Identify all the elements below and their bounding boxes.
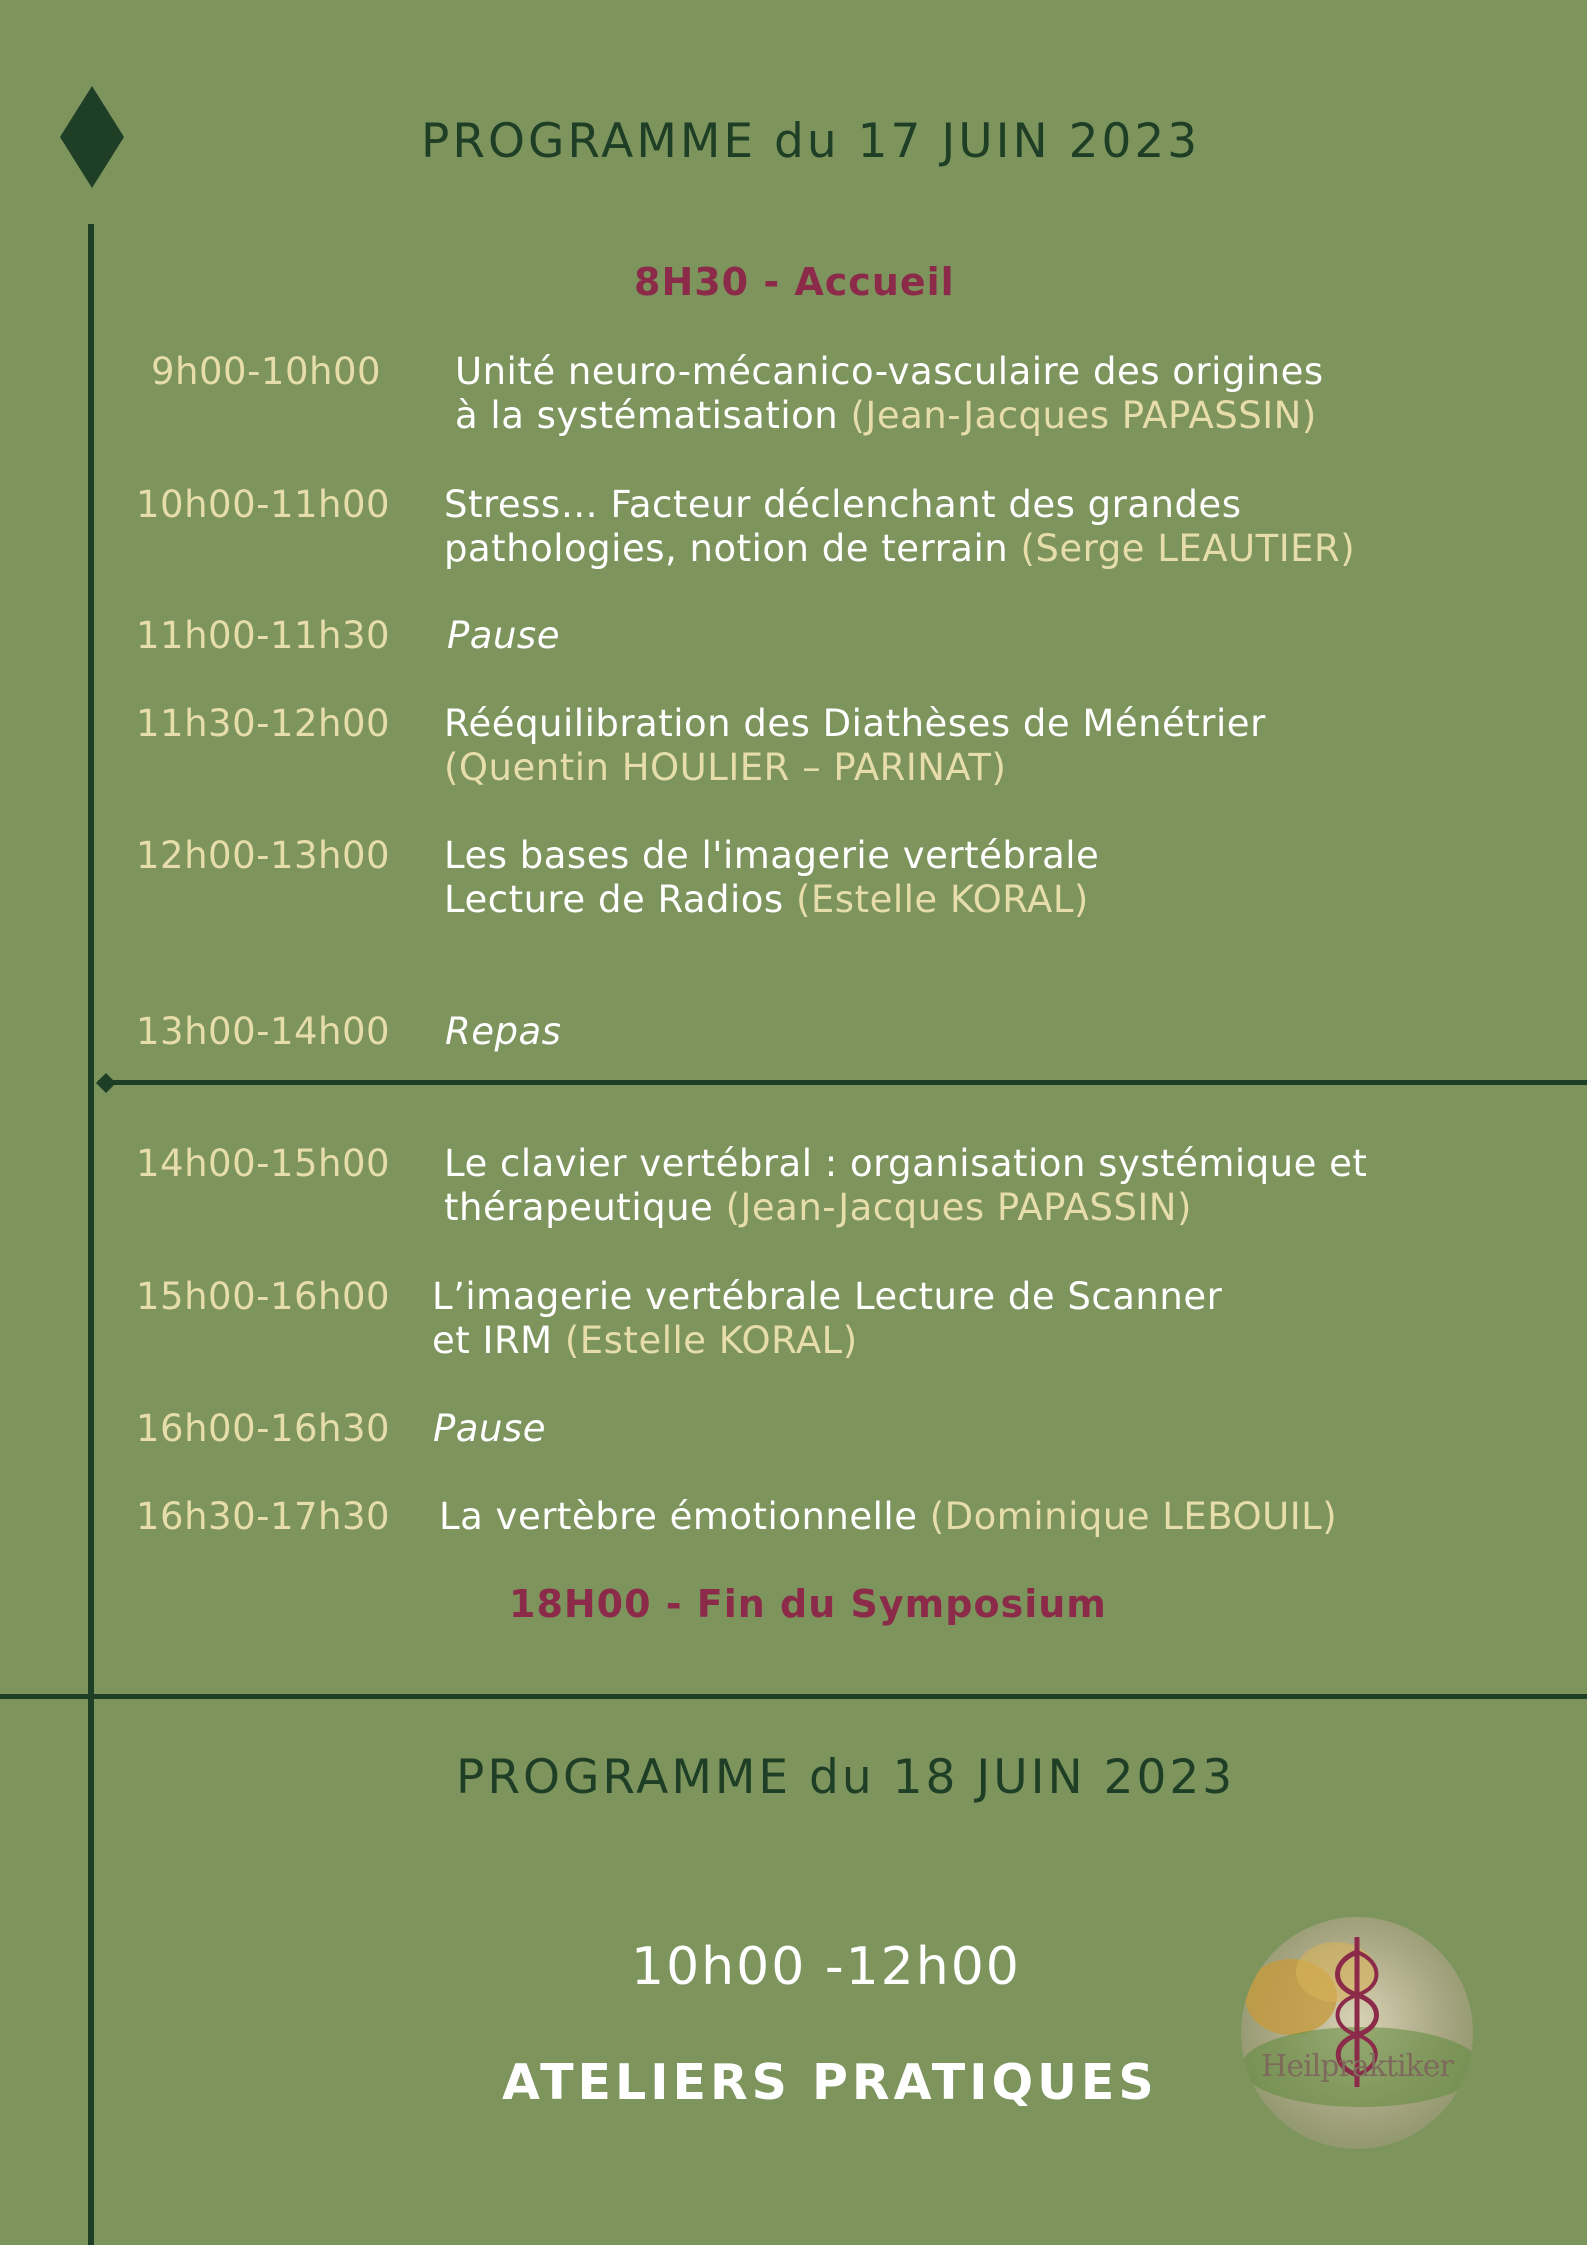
session-speaker: (Estelle KORAL)	[564, 1319, 858, 1362]
session-speaker: (Dominique LEBOUIL)	[929, 1495, 1338, 1538]
session-speaker: (Quentin HOULIER – PARINAT)	[444, 746, 1007, 789]
session-time: 15h00-16h00	[136, 1275, 391, 1318]
timeline-vertical-line	[88, 224, 94, 2245]
session-title: Le clavier vertébral : organisation systémique et thérapeutique (Jean-Jacques PAPASSIN)	[444, 1142, 1368, 1229]
caduceus-icon	[1241, 1917, 1473, 2149]
session-speaker: (Serge LEAUTIER)	[1020, 527, 1356, 570]
welcome-label: 8H30 - Accueil	[634, 260, 955, 304]
session-title: La vertèbre émotionnelle (Dominique LEBOUIL)	[439, 1495, 1338, 1538]
session-time: 13h00-14h00	[136, 1010, 391, 1053]
day1-title: PROGRAMME du 17 JUIN 2023	[421, 114, 1201, 169]
end-label: 18H00 - Fin du Symposium	[509, 1582, 1107, 1626]
session-time: 16h30-17h30	[136, 1495, 391, 1538]
day2-title: PROGRAMME du 18 JUIN 2023	[456, 1750, 1236, 1805]
session-speaker: (Jean-Jacques PAPASSIN)	[725, 1186, 1192, 1229]
logo-wordmark: Heilpraktiker	[1261, 2049, 1453, 2084]
session-time: 10h00-11h00	[136, 483, 391, 526]
break-label: Pause	[433, 1407, 546, 1450]
break-label: Pause	[447, 614, 560, 657]
session-time: 12h00-13h00	[136, 834, 391, 877]
session-time: 14h00-15h00	[136, 1142, 391, 1185]
day-divider	[0, 1694, 1587, 1699]
session-time: 9h00-10h00	[151, 350, 382, 393]
session-time: 16h00-16h30	[136, 1407, 391, 1450]
session-title: Les bases de l'imagerie vertébrale Lecture de Radios (Estelle KORAL)	[444, 834, 1100, 921]
workshop-time: 10h00 -12h00	[631, 1937, 1021, 1997]
session-speaker: (Jean-Jacques PAPASSIN)	[850, 394, 1317, 437]
session-title: Unité neuro-mécanico-vasculaire des origines à la systématisation (Jean-Jacques PAPASSIN)	[455, 350, 1324, 437]
session-time: 11h30-12h00	[136, 702, 391, 745]
session-time: 11h00-11h30	[136, 614, 391, 657]
break-label: Repas	[445, 1010, 562, 1053]
session-title: L’imagerie vertébrale Lecture de Scanner et IRM (Estelle KORAL)	[432, 1275, 1223, 1362]
session-title: Stress… Facteur déclenchant des grandes pathologies, notion de terrain (Serge LEAUTIER)	[444, 483, 1356, 570]
workshop-label: ATELIERS PRATIQUES	[502, 2054, 1158, 2111]
logo	[1241, 1917, 1473, 2149]
session-title: Rééquilibration des Diathèses de Ménétrier (Quentin HOULIER – PARINAT)	[444, 702, 1266, 789]
midday-divider	[98, 1080, 1587, 1085]
diamond-marker-icon	[60, 86, 124, 188]
session-speaker: (Estelle KORAL)	[795, 878, 1089, 921]
